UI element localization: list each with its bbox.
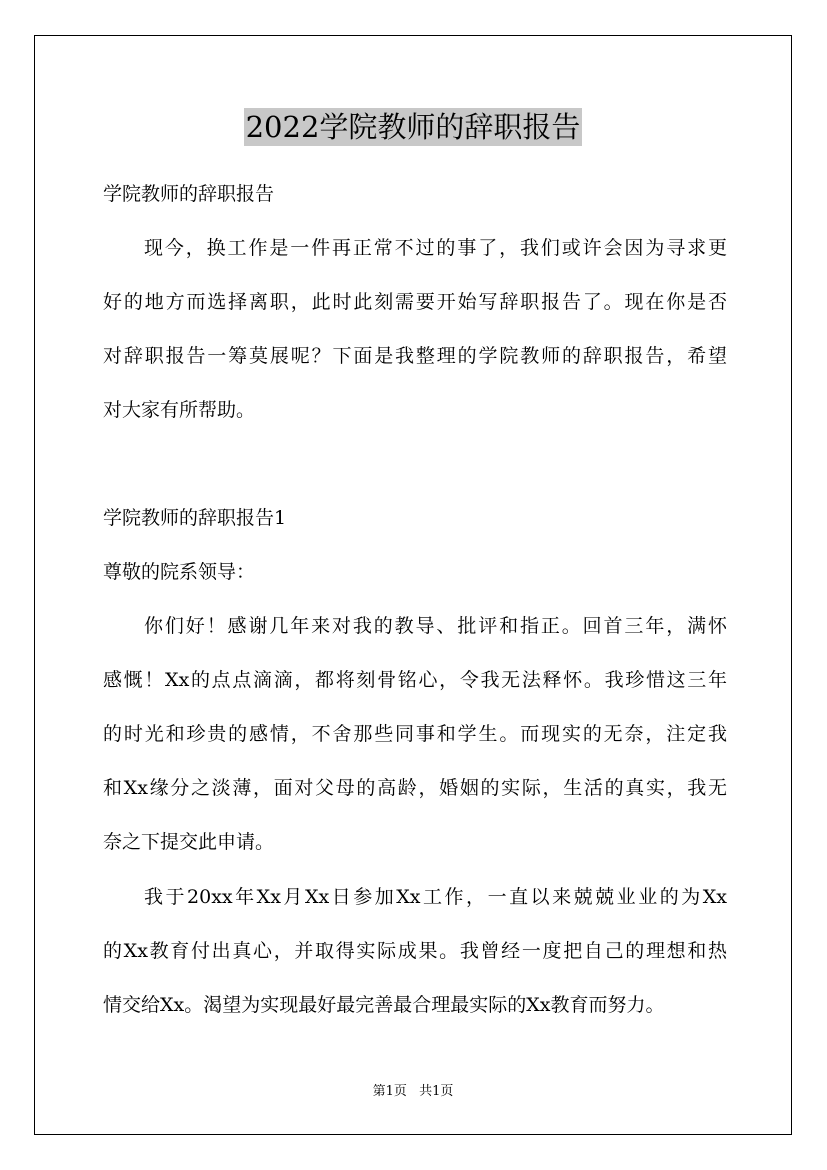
salutation: 尊敬的院系领导： [103, 561, 256, 583]
paragraph-line: 你们好！感谢几年来对我的教导、批评和指正。回首三年，满怀 [144, 615, 727, 637]
document-page [34, 35, 792, 1135]
paragraph-line: 的Xx教育付出真心，并取得实际成果。我曾经一度把自己的理想和热 [103, 940, 727, 962]
paragraph-line: 情交给Xx。渴望为实现最好最完善最合理最实际的Xx教育而努力。 [103, 994, 665, 1016]
paragraph-line: 对辞职报告一筹莫展呢？下面是我整理的学院教师的辞职报告，希望 [103, 345, 727, 367]
paragraph-line: 好的地方而选择离职，此时此刻需要开始写辞职报告了。现在你是否 [103, 291, 727, 313]
section-heading: 学院教师的辞职报告 [103, 183, 275, 205]
section-heading: 学院教师的辞职报告1 [103, 507, 287, 529]
page-total: 共1页 [419, 1084, 454, 1099]
title-container [35, 108, 791, 146]
document-title: 2022学院教师的辞职报告 [245, 110, 581, 144]
page-footer [35, 1083, 791, 1101]
paragraph-line: 我于20xx年Xx月Xx日参加Xx工作，一直以来兢兢业业的为Xx [144, 886, 727, 908]
paragraph-line: 感慨！Xx的点点滴滴，都将刻骨铭心，令我无法释怀。我珍惜这三年 [103, 669, 727, 691]
paragraph-line: 奈之下提交此申请。 [103, 831, 275, 853]
paragraph-line: 现今，换工作是一件再正常不过的事了，我们或许会因为寻求更 [144, 237, 727, 259]
paragraph-line: 和Xx缘分之淡薄，面对父母的高龄，婚姻的实际，生活的真实，我无 [103, 777, 727, 799]
paragraph-line: 的时光和珍贵的感情，不舍那些同事和学生。而现实的无奈，注定我 [103, 723, 727, 745]
paragraph-line: 对大家有所帮助。 [103, 399, 256, 421]
page-number: 第1页 [372, 1084, 407, 1099]
